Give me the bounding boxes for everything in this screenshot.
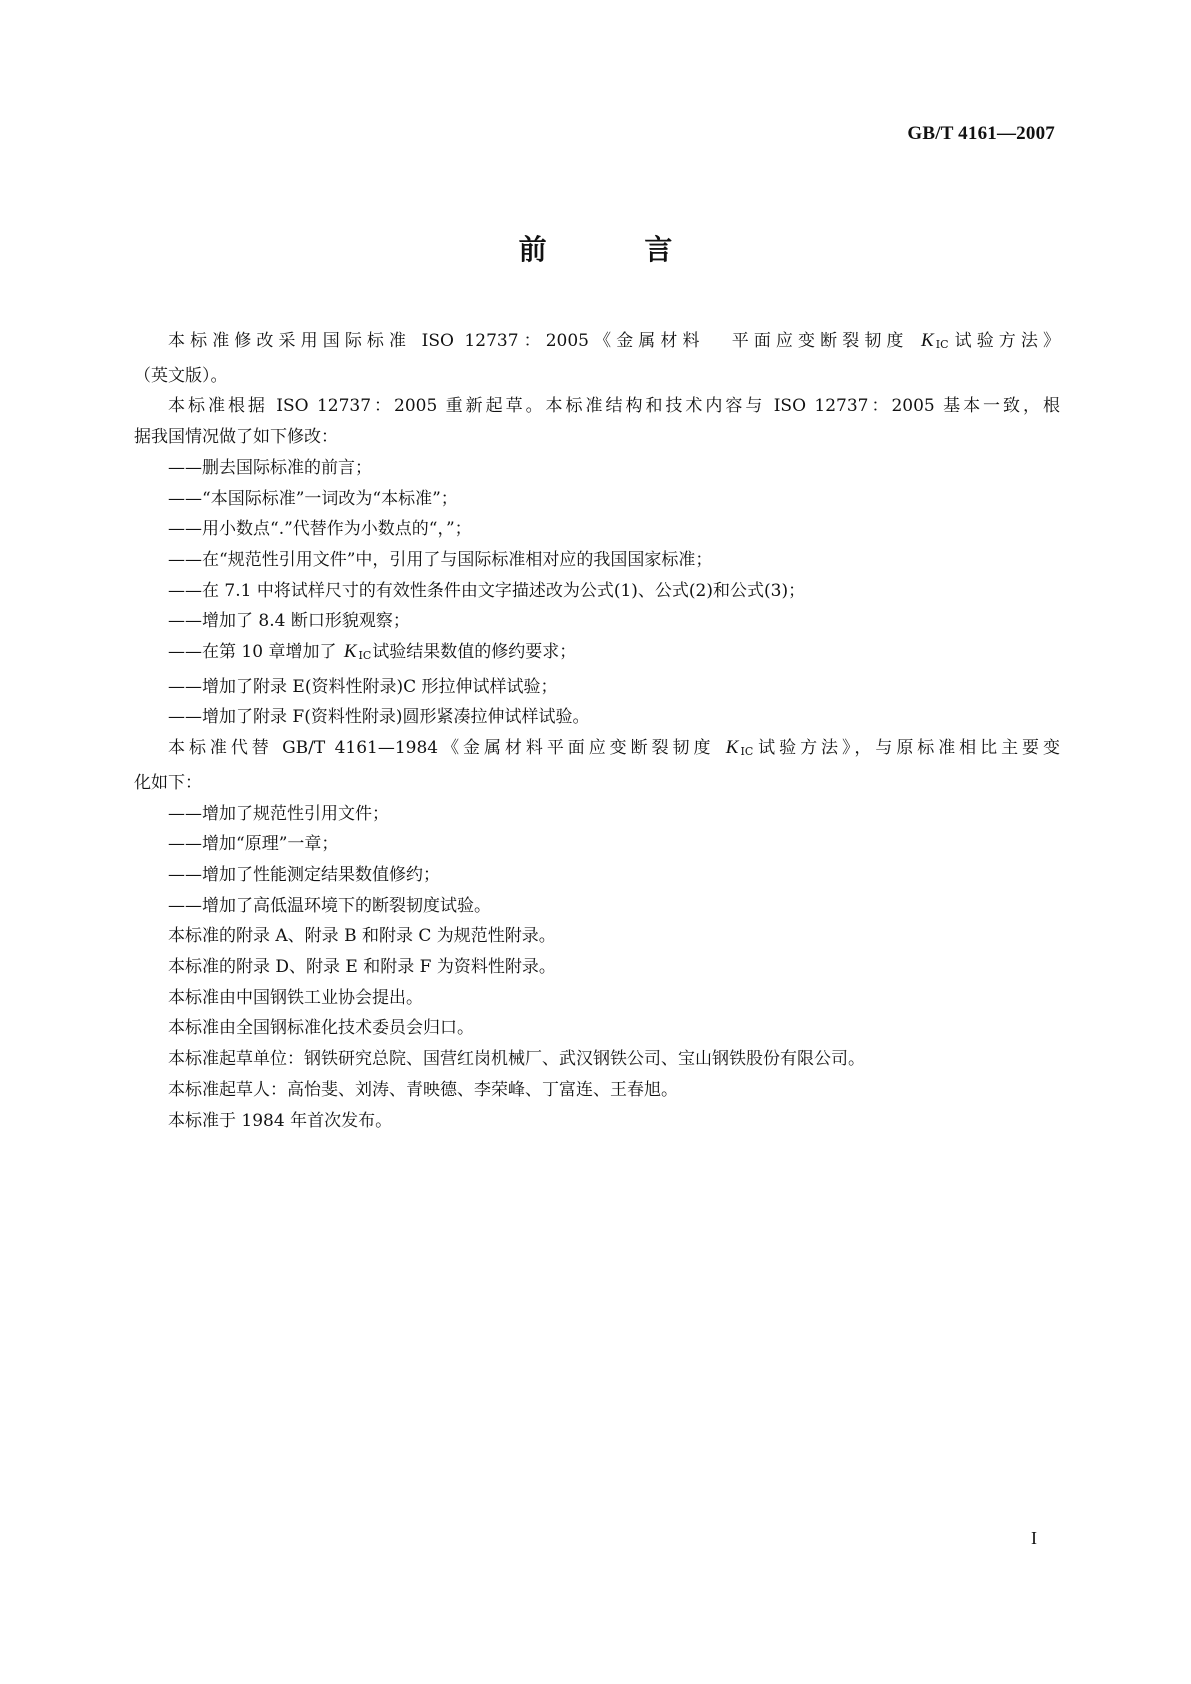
paragraph-redraft-cont: 据我国情况做了如下修改： — [134, 427, 338, 448]
list-item: ——删去国际标准的前言； — [168, 457, 372, 478]
list-item: ——增加“原理”一章； — [168, 834, 339, 855]
paragraph-redraft: 本标准根据 ISO 12737：2005 重新起草。本标准结构和技术内容与 ISO 12737：2005 基本一致，根 — [168, 396, 1060, 417]
paragraph-normative-annex: 本标准的附录 A、附录 B 和附录 C 为规范性附录。 — [168, 926, 556, 947]
list-item: ——“本国际标准”一词改为“本标准”； — [168, 488, 458, 509]
page-title: 前 言 — [518, 233, 717, 266]
paragraph-proposed-by: 本标准由中国钢铁工业协会提出。 — [168, 987, 423, 1008]
list-item: ——用小数点“.”代替作为小数点的“，”； — [168, 519, 472, 540]
list-item: ——增加了规范性引用文件； — [168, 803, 389, 824]
list-item: ——增加了高低温环境下的断裂韧度试验。 — [168, 895, 491, 916]
paragraph-replaces — [134, 733, 1060, 768]
paragraph-adoption-cont: （英文版）。 — [134, 365, 228, 386]
mod7-text-b: 试验结果数值的修约要求； — [372, 642, 577, 663]
list-item — [134, 637, 1060, 672]
paragraph-drafting-units: 本标准起草单位：钢铁研究总院、国营红岗机械厂、武汉钢铁公司、宝山钢铁股份有限公司。 — [168, 1049, 865, 1070]
paragraph-adoption — [134, 326, 1060, 361]
k-subscript: IC — [358, 649, 372, 663]
k-symbol: K — [725, 737, 739, 759]
list-item: ——增加了附录 F(资料性附录)圆形紧凑拉伸试样试验。 — [168, 707, 590, 728]
standard-code: GB/T 4161—2007 — [907, 123, 1055, 144]
preface-body — [134, 326, 1060, 1136]
list-item: ——在“规范性引用文件”中，引用了与国际标准相对应的我国国家标准； — [168, 549, 713, 570]
paragraph-committee: 本标准由全国钢标准化技术委员会归口。 — [168, 1018, 474, 1039]
replaces-text-a: 本标准代替 GB/T 4161—1984《金属材料平面应变断裂韧度 — [168, 738, 724, 759]
paragraph-first-issue: 本标准于 1984 年首次发布。 — [168, 1110, 393, 1131]
mod7-text-a: ——在第 10 章增加了 — [168, 642, 342, 663]
adoption-text-a: 本标准修改采用国际标准 ISO 12737：2005《金属材料 — [168, 331, 705, 351]
paragraph-replaces-cont: 化如下： — [134, 772, 202, 793]
k-subscript: IC — [935, 338, 949, 351]
k-subscript: IC — [740, 745, 754, 759]
list-item: ——在 7.1 中将试样尺寸的有效性条件由文字描述改为公式(1)、公式(2)和公式(3)； — [168, 580, 806, 601]
k-symbol: K — [921, 330, 934, 351]
list-item: ——增加了附录 E(资料性附录)C 形拉伸试样试验； — [168, 676, 558, 697]
list-item: ——增加了 8.4 断口形貌观察； — [168, 611, 410, 632]
paragraph-drafters: 本标准起草人：高怡斐、刘涛、青映德、李荣峰、丁富连、王春旭。 — [168, 1079, 678, 1100]
adoption-text-c: 试验方法》 — [949, 331, 1061, 351]
paragraph-informative-annex: 本标准的附录 D、附录 E 和附录 F 为资料性附录。 — [168, 957, 556, 978]
k-symbol: K — [343, 641, 357, 663]
adoption-text-b: 平面应变断裂韧度 — [726, 331, 920, 351]
list-item: ——增加了性能测定结果数值修约； — [168, 864, 440, 885]
page-number: I — [1031, 1528, 1037, 1548]
replaces-text-b: 试验方法》，与原标准相比主要变 — [754, 738, 1060, 759]
